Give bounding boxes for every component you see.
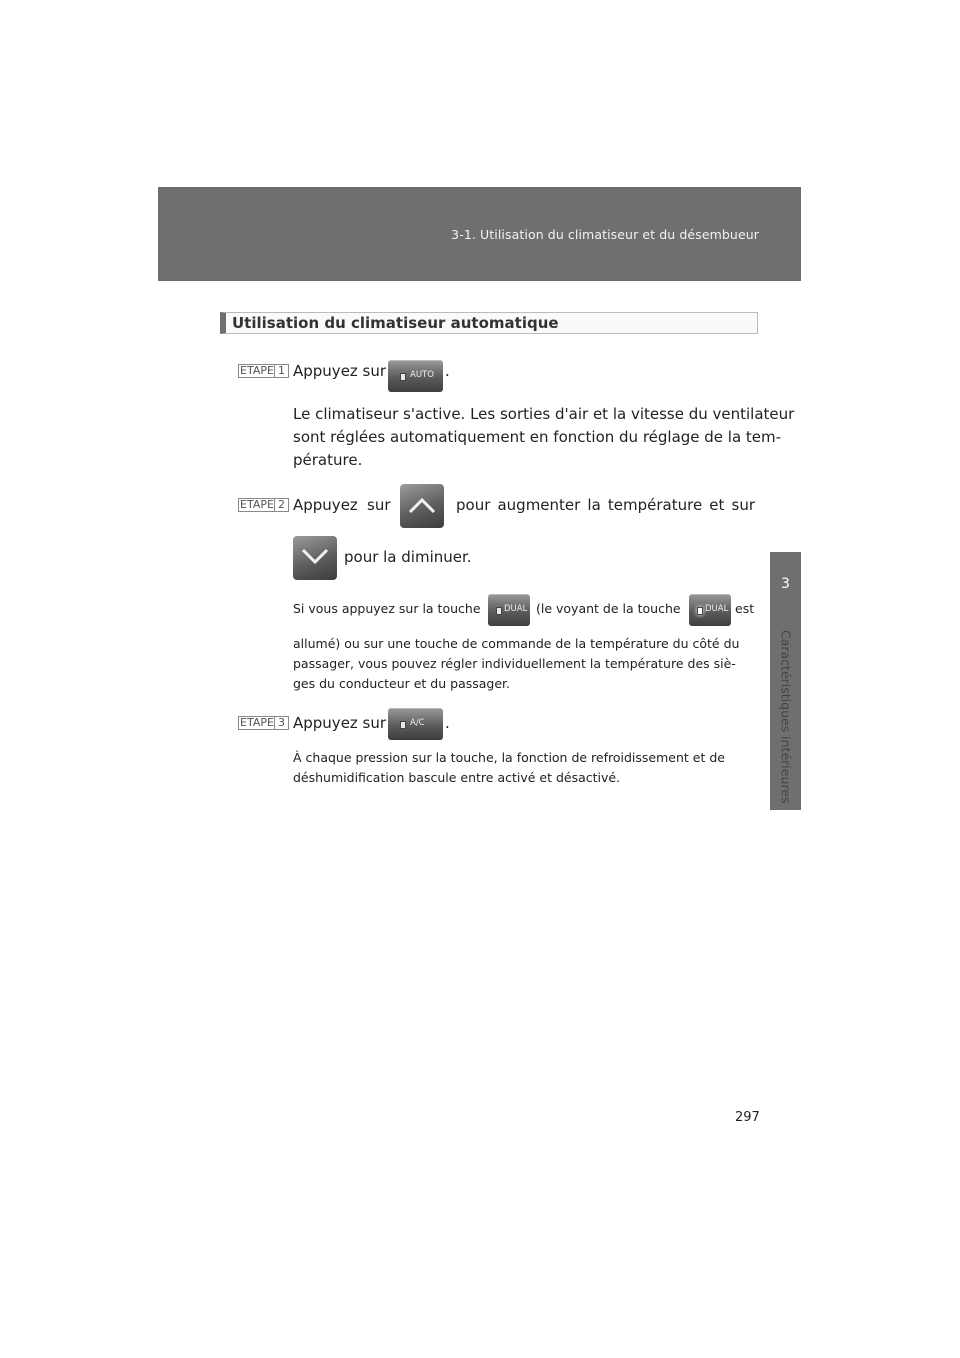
step-1-period: . bbox=[445, 362, 450, 380]
step-2-note-line-3: ges du conducteur et du passager. bbox=[293, 676, 511, 691]
step-2-lead: Appuyez bbox=[293, 496, 358, 514]
chapter-header bbox=[158, 187, 801, 281]
step-1-badge bbox=[238, 364, 289, 378]
dual-button-image bbox=[488, 594, 530, 626]
step-2-note-part-3: est bbox=[735, 601, 755, 616]
step-3-period: . bbox=[445, 714, 450, 732]
step-2-middle: pour augmenter la température et sur bbox=[456, 496, 755, 514]
step-1-desc-line-1: Le climatiseur s'active. Les sorties d'air et la vitesse du ventilateur bbox=[293, 405, 795, 423]
ac-button-image bbox=[388, 708, 443, 740]
step-1-badge-number: 1 bbox=[274, 365, 288, 377]
dual-button-lit-image bbox=[689, 594, 731, 626]
step-1-desc-line-3: pérature. bbox=[293, 451, 363, 469]
dual-button-caption: DUAL bbox=[504, 604, 528, 614]
step-1-desc-line-2: sont réglées automatiquement en fonction du réglage de la tem- bbox=[293, 428, 782, 446]
step-2-badge-number: 2 bbox=[274, 499, 288, 511]
step-2-note-line-2: passager, vous pouvez régler individuellement la température des siè- bbox=[293, 656, 736, 671]
section-header bbox=[220, 312, 758, 334]
step-3-desc-line-2: déshumidification bascule entre activé et désactivé. bbox=[293, 770, 621, 785]
chevron-down-icon bbox=[299, 546, 331, 568]
step-2-tail: pour la diminuer. bbox=[344, 548, 472, 566]
step-2-note-line-1: allumé) ou sur une touche de commande de la température du côté du bbox=[293, 636, 740, 651]
ac-button-caption: A/C bbox=[410, 718, 425, 728]
step-1-badge-label: ETAPE bbox=[240, 364, 274, 377]
step-2-sur: sur bbox=[367, 496, 391, 514]
temp-down-button-image bbox=[293, 536, 337, 580]
chapter-number: 3 bbox=[781, 576, 790, 592]
step-3-lead: Appuyez sur bbox=[293, 714, 387, 732]
chevron-up-icon bbox=[406, 494, 438, 516]
step-1-lead: Appuyez sur bbox=[293, 362, 387, 380]
section-title: Utilisation du climatiseur automatique bbox=[232, 314, 559, 332]
step-3-badge bbox=[238, 716, 289, 730]
auto-button-image bbox=[388, 360, 443, 392]
dual-lit-button-caption: DUAL bbox=[705, 604, 729, 614]
step-2-note-part-2: (le voyant de la touche bbox=[536, 601, 681, 616]
dual-led-on-icon bbox=[697, 607, 703, 615]
step-2-badge bbox=[238, 498, 289, 512]
step-3-badge-number: 3 bbox=[274, 717, 288, 729]
auto-button-caption: AUTO bbox=[410, 370, 434, 380]
chapter-side-label: Caractéristiques intérieures bbox=[778, 630, 794, 804]
page-number: 297 bbox=[735, 1110, 760, 1125]
step-2-badge-label: ETAPE bbox=[240, 498, 274, 511]
step-3-desc-line-1: À chaque pression sur la touche, la fonction de refroidissement et de bbox=[293, 750, 725, 765]
temp-up-button-image bbox=[400, 484, 444, 528]
auto-led-icon bbox=[400, 373, 406, 381]
ac-led-icon bbox=[400, 721, 406, 729]
chapter-title: 3-1. Utilisation du climatiseur et du désembueur bbox=[451, 227, 759, 242]
dual-led-icon bbox=[496, 607, 502, 615]
step-2-note-part-1: Si vous appuyez sur la touche bbox=[293, 601, 481, 616]
step-3-badge-label: ETAPE bbox=[240, 716, 274, 729]
